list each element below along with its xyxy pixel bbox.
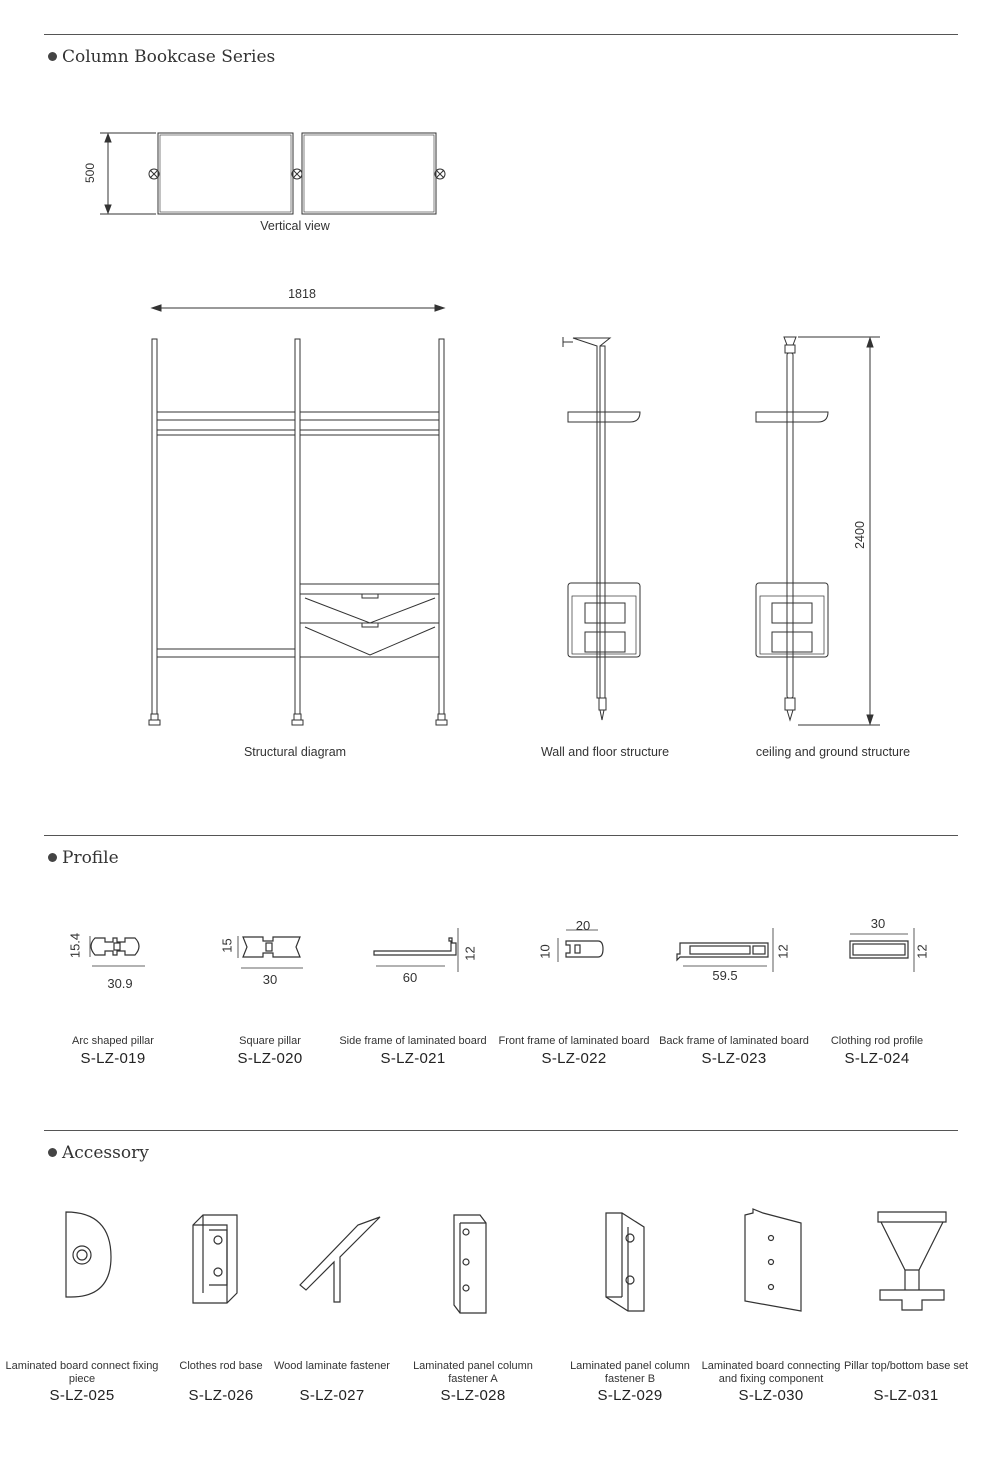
profile-022-dim-width: 20 xyxy=(575,918,591,933)
profile-name: Clothing rod profile xyxy=(830,1035,924,1047)
profile-code: S-LZ-020 xyxy=(237,1050,303,1067)
profile-024-dim-height: 12 xyxy=(914,944,930,959)
accessory-name: Clothes rod base xyxy=(179,1360,263,1372)
profile-name: Back frame of laminated board xyxy=(659,1035,809,1047)
accessory-code: S-LZ-025 xyxy=(49,1387,115,1404)
profile-021-dim-width: 60 xyxy=(402,970,418,985)
profile-name: Arc shaped pillar xyxy=(72,1035,154,1047)
accessory-name: Laminated board connect fixing piece xyxy=(5,1360,159,1385)
profile-022-dim-height: 10 xyxy=(537,944,553,959)
profile-code: S-LZ-021 xyxy=(380,1050,446,1067)
accessory-code: S-LZ-026 xyxy=(188,1387,254,1404)
profile-code: S-LZ-023 xyxy=(701,1050,767,1067)
dimension-width-label: 1818 xyxy=(288,287,316,301)
profile-code: S-LZ-022 xyxy=(541,1050,607,1067)
accessory-code: S-LZ-028 xyxy=(440,1387,506,1404)
caption-wall-floor-structure: Wall and floor structure xyxy=(540,745,670,759)
accessory-code: S-LZ-031 xyxy=(873,1387,939,1404)
section-title-text: Column Bookcase Series xyxy=(62,47,276,67)
caption-ceiling-ground-structure: ceiling and ground structure xyxy=(755,745,911,759)
profile-019-dim-height: 15.4 xyxy=(67,932,83,959)
profile-023-dim-height: 12 xyxy=(775,944,791,959)
accessory-code: S-LZ-027 xyxy=(299,1387,365,1404)
accessory-name: Laminated board connecting and fixing component xyxy=(701,1360,841,1385)
profile-020-dim-height: 15 xyxy=(219,938,235,953)
profile-021-dim-height: 12 xyxy=(462,946,478,961)
accessory-name: Pillar top/bottom base set xyxy=(843,1360,969,1372)
profile-023-dim-width: 59.5 xyxy=(712,968,738,983)
caption-vertical-view: Vertical view xyxy=(260,219,330,233)
profile-024-dim-width: 30 xyxy=(870,916,886,931)
caption-structural-diagram: Structural diagram xyxy=(243,745,347,759)
profile-019-dim-width: 30.9 xyxy=(107,976,133,991)
accessory-name: Wood laminate fastener xyxy=(274,1360,390,1372)
profile-020-dim-width: 30 xyxy=(262,972,278,987)
accessory-name: Laminated panel column fastener B xyxy=(570,1360,690,1385)
profile-name: Side frame of laminated board xyxy=(339,1035,487,1047)
section-title-text: Profile xyxy=(62,848,119,868)
profile-name: Square pillar xyxy=(239,1035,301,1047)
dimension-depth-label: 500 xyxy=(83,162,98,184)
accessory-name: Laminated panel column fastener A xyxy=(413,1360,533,1385)
dimension-height-label: 2400 xyxy=(853,521,867,549)
profile-code: S-LZ-019 xyxy=(80,1050,146,1067)
section-title-text: Accessory xyxy=(62,1143,149,1163)
profile-code: S-LZ-024 xyxy=(844,1050,910,1067)
accessory-code: S-LZ-030 xyxy=(738,1387,804,1404)
accessory-code: S-LZ-029 xyxy=(597,1387,663,1404)
profile-name: Front frame of laminated board xyxy=(498,1035,650,1047)
